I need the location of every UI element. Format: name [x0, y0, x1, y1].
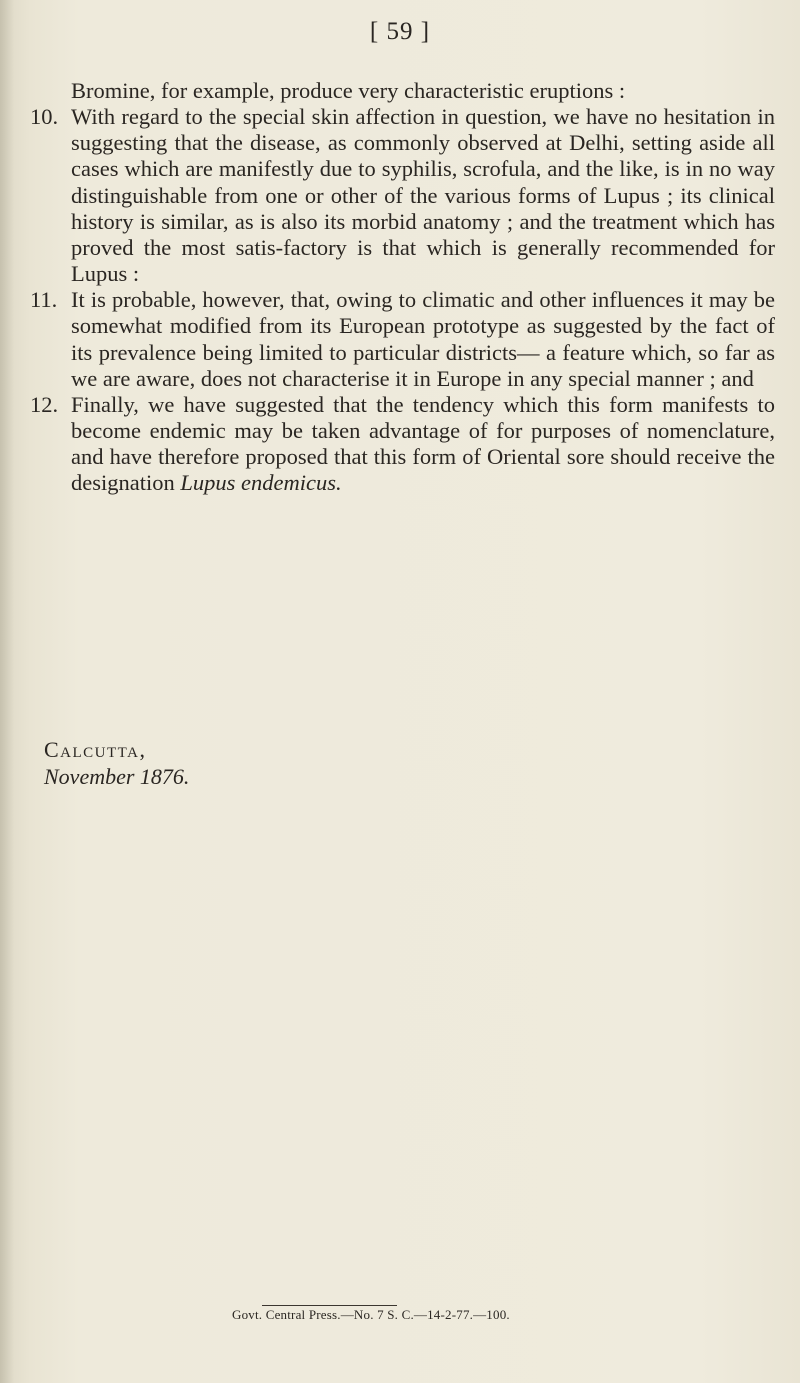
paragraph-text: With regard to the special skin affection in question, we have no hesitation in suggesting that the disease, as commonly observed at Delhi, setting aside all cases which are manifestly due to syphilis, scrofula, and the like, is in no way distinguishable from one or other of the various forms of Lupus ; its clinical history is similar, as is also its morbid anatomy ; and the treatment which has proved the most satis-factory is that which is generally recommended for Lupus :: [71, 104, 775, 287]
paragraph-10: [30, 104, 775, 287]
paragraph-12: [30, 392, 775, 497]
body-text: [30, 78, 775, 497]
page-edge-shadow: [0, 0, 14, 1383]
designation-term: Lupus endemicus.: [180, 470, 342, 496]
signoff: [44, 736, 189, 790]
paragraph-text: It is probable, however, that, owing to climatic and other influences it may be somewhat modified from its European prototype as suggested by the fact of its prevalence being limited to particular districts— a feature which, so far as we are aware, does not characterise it in Europe in any special manner ; and: [71, 287, 775, 391]
paragraph-text-main: Finally, we have suggested that the tendency which this form manifests to become endemic may be taken advantage of for purposes of nomenclature, and have therefore proposed that this form of Oriental sore should receive the designation: [71, 391, 775, 496]
signoff-date: November 1876.: [44, 764, 190, 789]
paragraph-number: 10.: [30, 104, 59, 130]
paragraph-number: 11.: [30, 287, 58, 313]
signoff-place: Calcutta,: [44, 737, 147, 762]
page-number: [ 59 ]: [369, 18, 431, 45]
paragraph-11: [30, 287, 775, 392]
paragraph-number: 12.: [30, 391, 59, 417]
imprint-rule: [262, 1305, 397, 1306]
printer-imprint: Govt. Central Press.—No. 7 S. C.—14-2-77.—100.: [232, 1307, 510, 1322]
paragraph-text: [71, 392, 775, 497]
intro-text: Bromine, for example, produce very characteristic eruptions :: [71, 78, 626, 103]
intro-paragraph: [30, 78, 775, 104]
